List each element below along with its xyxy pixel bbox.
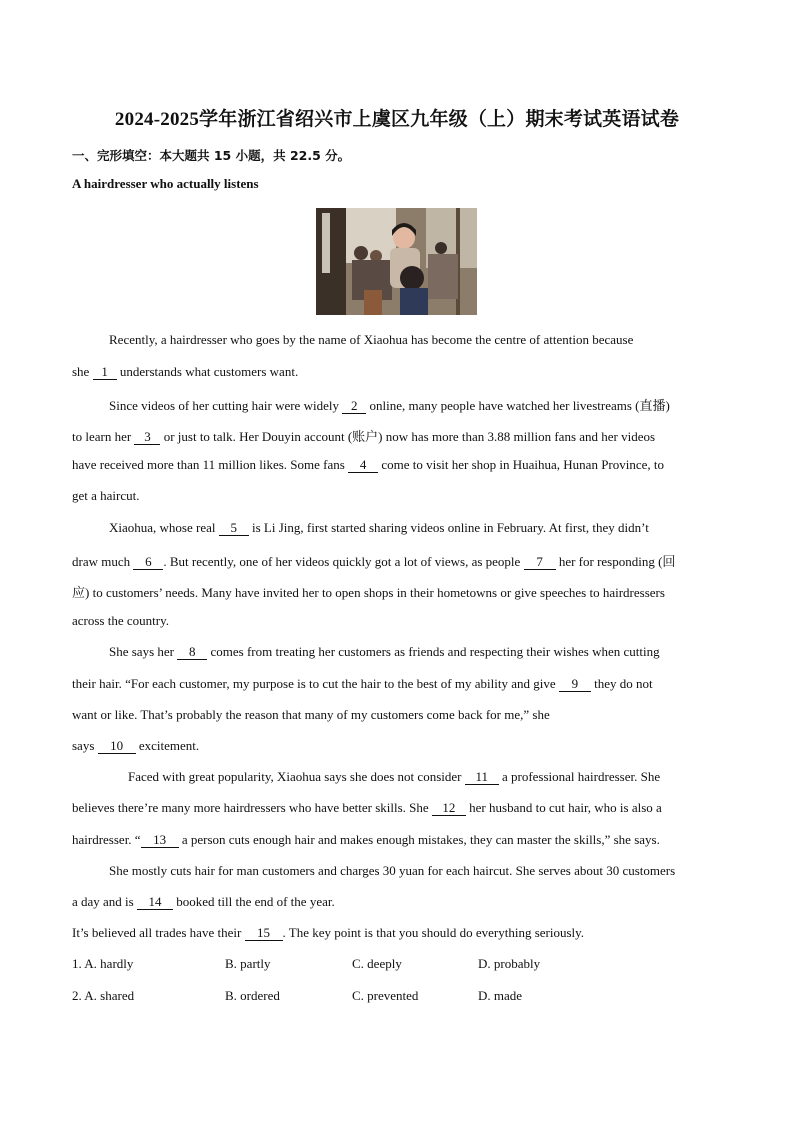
text-span: comes from treating her customers as friends and respecting their wishes when cutting [207,644,660,659]
text-span: online, many people have watched her livestreams (直播) [366,398,670,413]
passage-line [72,738,199,754]
passage-line [72,364,298,380]
hairdresser-photo [316,208,477,315]
passage-line [72,551,675,570]
blank-13: 13 [141,833,179,848]
passage-line [72,457,664,473]
passage-line [128,769,660,785]
passage-line [72,832,660,848]
text-span: her husband to cut hair, who is also a [465,800,662,815]
text-span: Xiaohua, whose real [109,520,219,535]
question-1-option-c: C. deeply [352,956,402,971]
text-span: . But recently, one of her videos quickly got a lot of views, as people [163,554,524,569]
text-span: . The key point is that you should do everything seriously. [282,925,585,940]
passage-line [109,395,670,414]
text-span: a person cuts enough hair and makes enough mistakes, they can master the skills,” she says. [178,832,660,847]
blank-9: 9 [559,677,591,692]
text-span: It’s believed all trades have their [72,925,245,940]
blank-4: 4 [348,458,378,473]
text-span: hairdresser. “ [72,832,141,847]
text-span: to learn her [72,429,135,444]
passage-line: want or like. That’s probably the reason that many of my customers come back for me,” she [72,707,550,722]
question-2-option-d: D. made [478,988,523,1003]
text-span: their hair. “For each customer, my purpose is to cut the hair to the best of my ability and give [72,676,559,691]
blank-3: 3 [134,430,160,445]
blank-5: 5 [219,521,249,536]
question-2-option-c: C. prevented [352,988,419,1003]
text-span: a professional hairdresser. She [498,769,661,784]
blank-6: 6 [133,555,163,570]
blank-14: 14 [137,895,173,910]
blank-12: 12 [432,801,466,816]
section-heading: 一、完形填空：本大题共 15 小题，共 22.5 分。 [72,148,351,163]
text-span: have received more than 11 million likes. Some fans [72,457,349,472]
passage-line [72,894,335,910]
text-span: She says her [109,644,178,659]
text-span: excitement. [135,738,200,753]
text-span: or just to talk. Her Douyin account (账户) now has more than 3.88 million fans and her videos [160,429,656,444]
blank-7: 7 [524,555,556,570]
blank-1: 1 [93,365,117,380]
text-span: she [72,364,93,379]
text-span: Since videos of her cutting hair were widely [109,398,343,413]
passage-line: Recently, a hairdresser who goes by the name of Xiaohua has become the centre of attention because [109,332,634,347]
text-span: draw much [72,554,134,569]
question-1-option-d: D. probably [478,956,541,971]
text-span: understands what customers want. [116,364,299,379]
question-1-option-b: B. partly [225,956,271,971]
passage-line: 应) to customers’ needs. Many have invited her to open shops in their hometowns or give speeches to hairdressers [72,585,665,600]
passage-line: She mostly cuts hair for man customers and charges 30 yuan for each haircut. She serves about 30 customers [109,863,676,878]
text-span: a day and is [72,894,137,909]
text-span: Faced with great popularity, Xiaohua says she does not consider [128,769,465,784]
passage-line [72,800,662,816]
passage-line [72,925,584,941]
passage-line [72,426,655,445]
passage-line: across the country. [72,613,169,628]
question-2-option-a: 2. A. shared [72,988,135,1003]
passage-line [109,520,649,536]
text-span: her for responding (回 [555,554,676,569]
text-span: booked till the end of the year. [172,894,335,909]
question-1-option-a: 1. A. hardly [72,956,134,971]
blank-11: 11 [465,770,499,785]
passage-line: get a haircut. [72,488,140,503]
blank-2: 2 [342,399,366,414]
blank-15: 15 [245,926,283,941]
blank-8: 8 [177,645,207,660]
text-span: believes there’re many more hairdressers who have better skills. She [72,800,432,815]
text-span: is Li Jing, first started sharing videos online in February. At first, they didn’t [248,520,649,535]
blank-10: 10 [98,739,136,754]
passage-line [109,644,660,660]
photo-illustration [316,208,477,315]
exam-title: 2024-2025学年浙江省绍兴市上虞区九年级（上）期末考试英语试卷 [114,109,680,130]
passage-line [72,676,653,692]
text-span: come to visit her shop in Huaihua, Hunan Province, to [378,457,665,472]
text-span: says [72,738,98,753]
passage-title: A hairdresser who actually listens [72,176,259,191]
question-2-option-b: B. ordered [225,988,280,1003]
text-span: they do not [590,676,653,691]
